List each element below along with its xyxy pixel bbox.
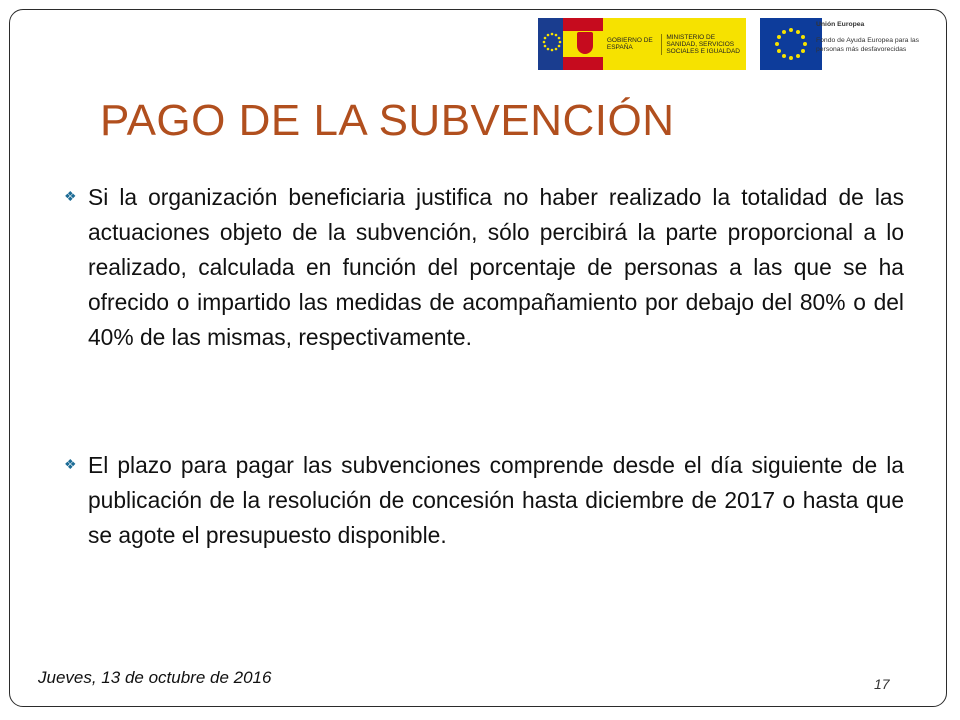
page-number: 17 (874, 676, 890, 692)
spain-coat-of-arms-icon (563, 18, 603, 70)
eu-stars-icon (542, 32, 562, 52)
ministerio-label: MINISTERIO DE SANIDAD, SERVICIOS SOCIALES E IGUALDAD (661, 34, 746, 55)
bullet-item (64, 448, 904, 553)
eu-subtitle: Fondo de Ayuda Europea para las personas más desfavorecidas (816, 37, 920, 53)
gobierno-label: GOBIERNO DE ESPAÑA (606, 37, 653, 51)
eu-label (816, 20, 946, 54)
diamond-bullet-icon: ❖ (64, 188, 77, 204)
diamond-bullet-icon: ❖ (64, 456, 77, 472)
header-logos (538, 18, 946, 70)
bullet-text: El plazo para pagar las subvenciones comprende desde el día siguiente de la publicación de la resolución de concesión hasta diciembre de 2017 o hasta que se agote el presupuesto disponible. (88, 452, 904, 548)
eu-title: Unión Europea (816, 21, 865, 28)
eu-flag-icon (760, 18, 822, 70)
bullet-text: Si la organización beneficiaria justifica no haber realizado la totalidad de las actuaciones objeto de la subvención, sólo percibirá la parte proporcional a lo realizado, calculada en función del porcentaje de personas a las que se ha ofrecido o impartido las medidas de acompañamiento por debajo del 80% o del 40% de las mismas, respectivamente. (88, 184, 904, 350)
footer-date: Jueves, 13 de octubre de 2016 (38, 668, 272, 687)
spain-government-logo (538, 18, 746, 70)
bullet-item (64, 180, 904, 355)
eu-flag-strip-icon (538, 18, 563, 70)
slide-title: PAGO DE LA SUBVENCIÓN (100, 96, 675, 145)
